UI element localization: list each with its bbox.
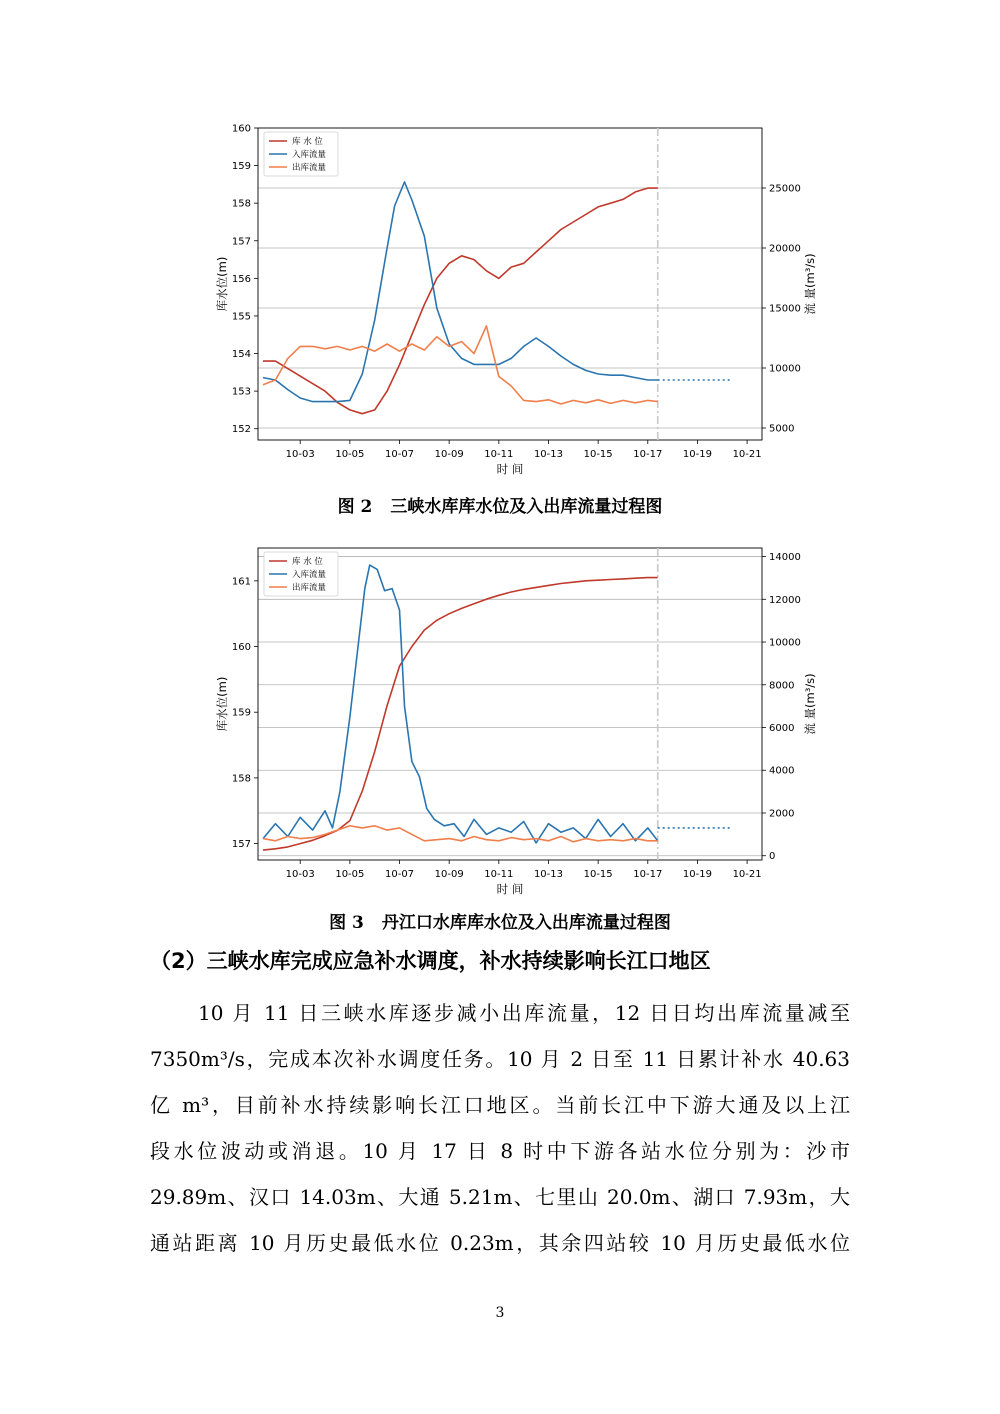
x-tick-label: 10-09 bbox=[434, 449, 464, 460]
figure-2-number: 图 2 bbox=[337, 497, 373, 517]
x-tick-label: 10-21 bbox=[732, 449, 762, 460]
y-right-tick-label: 0 bbox=[769, 851, 776, 863]
y-right-tick-label: 10000 bbox=[769, 363, 801, 375]
x-tick-label: 10-05 bbox=[335, 449, 365, 460]
series-line-outflow bbox=[263, 326, 658, 404]
y-left-tick-label: 160 bbox=[231, 123, 251, 135]
y-right-tick-label: 4000 bbox=[769, 765, 795, 777]
y-right-tick-label: 20000 bbox=[769, 243, 801, 255]
series-line-outflow bbox=[263, 826, 658, 842]
y-left-tick-label: 159 bbox=[231, 161, 251, 173]
x-tick-label: 10-15 bbox=[583, 869, 613, 880]
x-tick-label: 10-19 bbox=[682, 449, 712, 460]
y-left-tick-label: 158 bbox=[231, 773, 251, 785]
x-axis-label: 时 间 bbox=[496, 882, 524, 896]
paragraph-line: 通站距离 10 月历史最低水位 0.23m，其余四站较 10 月历史最低水位 bbox=[150, 1231, 850, 1255]
legend-label: 出库流量 bbox=[292, 163, 327, 173]
figure-3-chart bbox=[0, 540, 1000, 900]
x-tick-label: 10-11 bbox=[484, 449, 514, 460]
x-tick-label: 10-09 bbox=[434, 869, 464, 880]
legend bbox=[264, 552, 338, 596]
x-tick-label: 10-03 bbox=[285, 449, 315, 460]
legend-label: 出库流量 bbox=[292, 583, 327, 593]
y-left-tick-label: 155 bbox=[231, 311, 251, 323]
y-left-tick-label: 158 bbox=[231, 198, 251, 210]
body-paragraph bbox=[150, 990, 850, 1266]
y-left-tick-label: 157 bbox=[231, 839, 251, 851]
x-tick-label: 10-15 bbox=[583, 449, 613, 460]
x-tick-label: 10-05 bbox=[335, 869, 365, 880]
legend-label: 库 水 位 bbox=[292, 137, 323, 147]
legend-label: 入库流量 bbox=[292, 570, 327, 580]
x-tick-label: 10-07 bbox=[384, 449, 415, 460]
x-tick-label: 10-17 bbox=[633, 869, 663, 880]
figure-2-title: 三峡水库库水位及入出库流量过程图 bbox=[390, 497, 663, 517]
y-left-tick-label: 159 bbox=[231, 707, 251, 719]
section-heading: （2）三峡水库完成应急补水调度，补水持续影响长江口地区 bbox=[150, 949, 711, 973]
x-tick-label: 10-07 bbox=[384, 869, 415, 880]
y-right-tick-label: 8000 bbox=[769, 680, 795, 692]
series-line-inflow bbox=[263, 182, 658, 402]
y-right-axis-label: 流 量(m³/s) bbox=[803, 673, 817, 735]
paragraph-line: 段水位波动或消退。10 月 17 日 8 时中下游各站水位分别为：沙市 bbox=[150, 1139, 850, 1163]
x-tick-label: 10-19 bbox=[682, 869, 712, 880]
legend bbox=[264, 132, 338, 176]
series-line-inflow bbox=[263, 565, 658, 843]
y-left-tick-label: 161 bbox=[231, 576, 251, 588]
series-line-level bbox=[263, 188, 658, 414]
figure-2-caption bbox=[0, 492, 1000, 517]
paragraph-line: 29.89m、汉口 14.03m、大通 5.21m、七里山 20.0m、湖口 7.93m，大 bbox=[150, 1185, 850, 1209]
x-tick-label: 10-11 bbox=[484, 869, 514, 880]
series-line-level bbox=[263, 578, 658, 851]
y-right-tick-label: 10000 bbox=[769, 637, 801, 649]
x-tick-label: 10-17 bbox=[633, 449, 663, 460]
y-left-tick-label: 160 bbox=[231, 642, 251, 654]
legend-label: 库 水 位 bbox=[292, 557, 323, 567]
x-tick-label: 10-03 bbox=[285, 869, 315, 880]
y-right-tick-label: 5000 bbox=[769, 423, 795, 435]
figure-3-caption bbox=[0, 908, 1000, 933]
y-right-tick-label: 15000 bbox=[769, 303, 801, 315]
y-right-tick-label: 6000 bbox=[769, 723, 795, 735]
x-tick-label: 10-13 bbox=[533, 869, 564, 880]
paragraph-line: 7350m³/s，完成本次补水调度任务。10 月 2 日至 11 日累计补水 40.63 bbox=[150, 1047, 850, 1071]
y-left-tick-label: 154 bbox=[231, 349, 251, 361]
y-left-tick-label: 157 bbox=[231, 236, 251, 248]
y-right-tick-label: 14000 bbox=[769, 552, 801, 564]
y-left-tick-label: 156 bbox=[231, 273, 251, 285]
legend-label: 入库流量 bbox=[292, 150, 327, 160]
y-right-axis-label: 流 量(m³/s) bbox=[803, 253, 817, 315]
x-tick-label: 10-21 bbox=[732, 869, 762, 880]
figure-2-chart bbox=[0, 120, 1000, 480]
y-left-tick-label: 153 bbox=[231, 386, 251, 398]
y-left-axis-label: 库水位(m) bbox=[215, 676, 229, 732]
paragraph-line: 亿 m³，目前补水持续影响长江口地区。当前长江中下游大通及以上江 bbox=[150, 1093, 850, 1117]
y-left-axis-label: 库水位(m) bbox=[215, 256, 229, 312]
x-tick-label: 10-13 bbox=[533, 449, 564, 460]
figure-3-number: 图 3 bbox=[329, 913, 364, 933]
paragraph-line: 10 月 11 日三峡水库逐步减小出库流量，12 日日均出库流量减至 bbox=[198, 1001, 850, 1025]
y-right-tick-label: 2000 bbox=[769, 808, 795, 820]
y-right-tick-label: 25000 bbox=[769, 183, 801, 195]
page-number: 3 bbox=[495, 1305, 505, 1321]
x-axis-label: 时 间 bbox=[496, 462, 524, 476]
y-left-tick-label: 152 bbox=[231, 424, 251, 436]
figure-3-title: 丹江口水库库水位及入出库流量过程图 bbox=[381, 913, 671, 933]
y-right-tick-label: 12000 bbox=[769, 594, 801, 606]
